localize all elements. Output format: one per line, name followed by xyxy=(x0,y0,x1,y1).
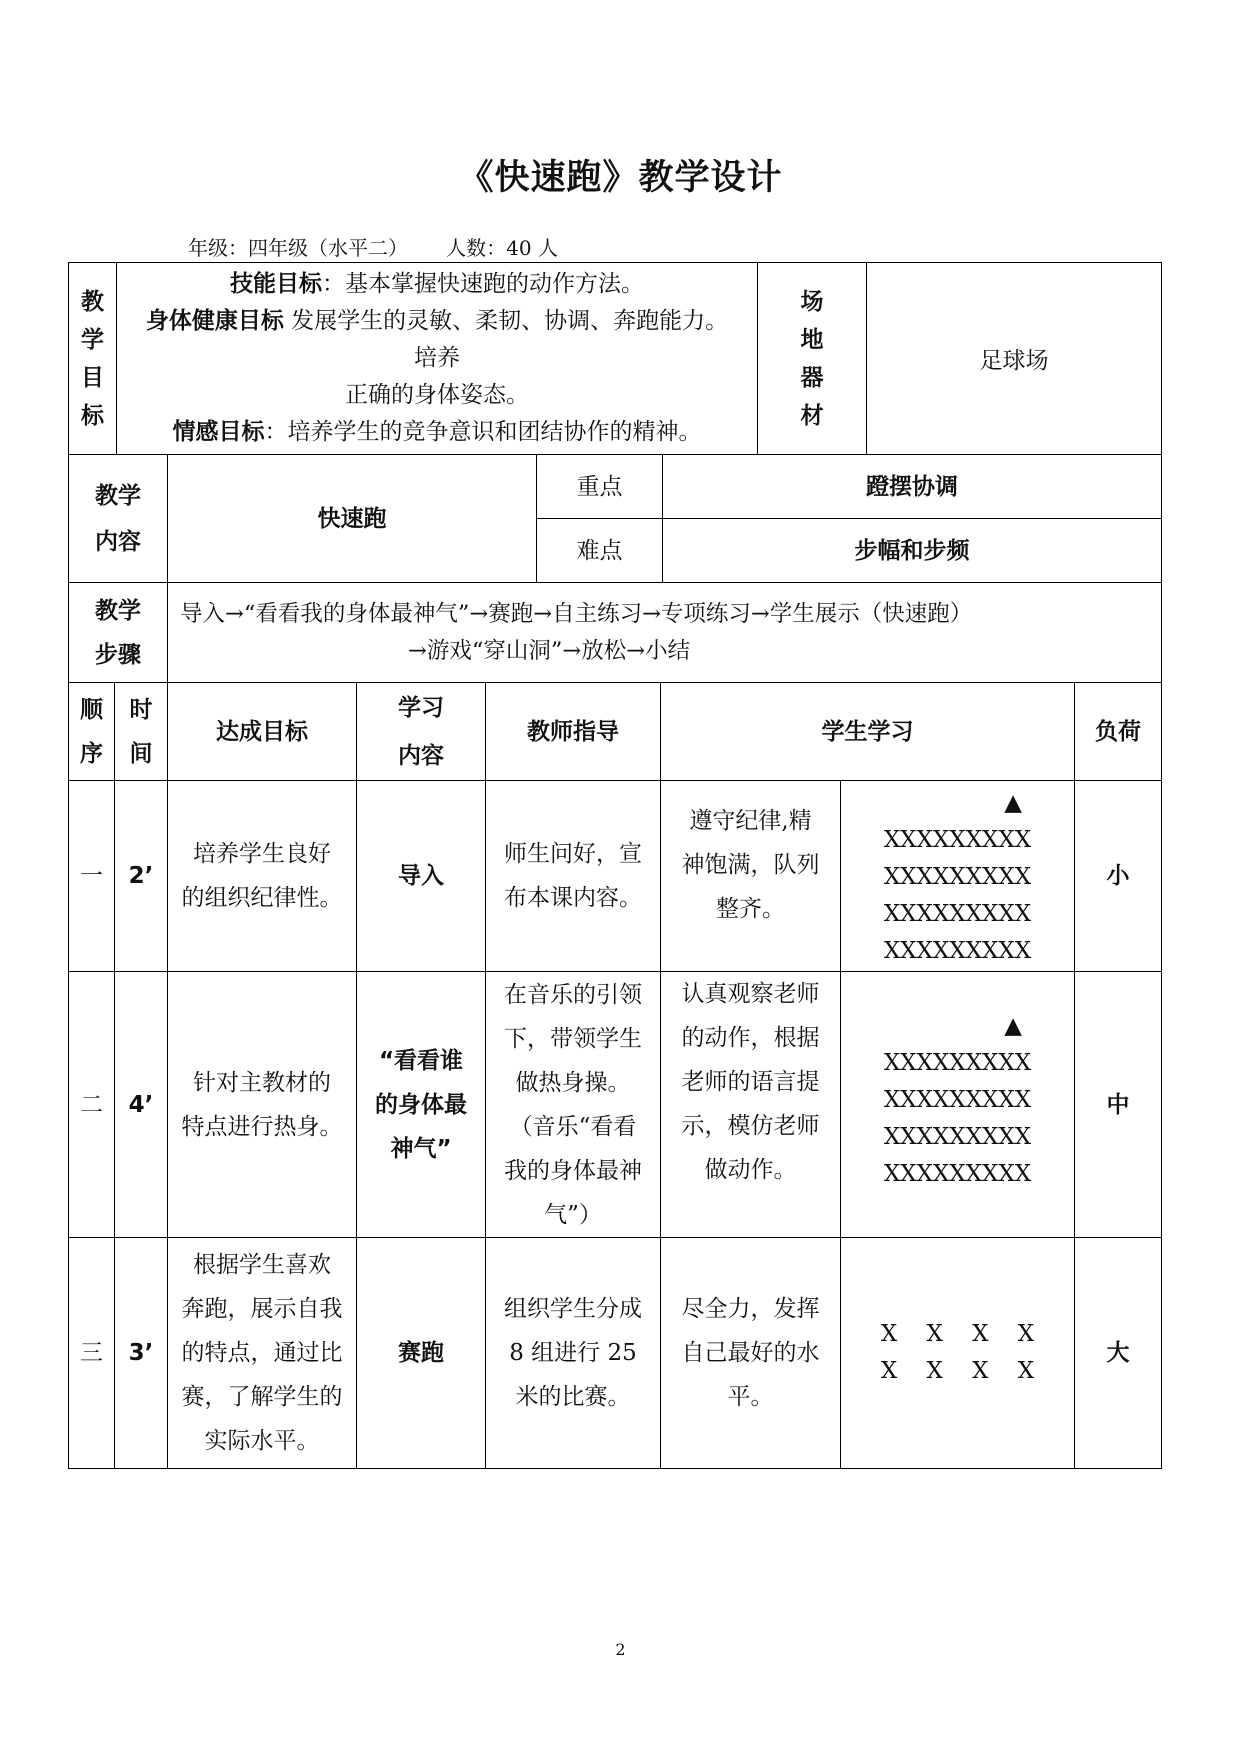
row-goal: 根据学生喜欢 奔跑，展示自我 的特点，通过比 赛，了解学生的 实际水平。 xyxy=(168,1238,357,1469)
steps-header: 教学 步骤 xyxy=(69,583,168,683)
row-order: 一 xyxy=(69,781,115,972)
row-formation: ▲ XXXXXXXXX XXXXXXXXX XXXXXXXXX XXXXXXXXX xyxy=(841,972,1075,1238)
difficulty-label: 难点 xyxy=(537,519,663,583)
emotion-goal-label: 情感目标 xyxy=(172,419,265,445)
process-table xyxy=(68,682,1162,1469)
steps-line-2: →游戏“穿山洞”→放松→小结 xyxy=(408,637,691,664)
row-load: 中 xyxy=(1075,972,1162,1238)
page-number: 2 xyxy=(615,1640,626,1659)
table-row xyxy=(69,781,1162,972)
venue-header: 场 地 器 材 xyxy=(758,263,867,455)
row-formation: ▲ XXXXXXXXX XXXXXXXXX XXXXXXXXX XXXXXXXXX xyxy=(841,781,1075,972)
col-load: 负荷 xyxy=(1075,683,1162,781)
teacher-marker-icon: ▲ xyxy=(1004,790,1022,816)
row-student: 认真观察老师 的动作，根据 老师的语言提 示，模仿老师 做动作。 xyxy=(661,972,841,1238)
health-goal-text-2: 培养 xyxy=(414,345,460,371)
content-value: 快速跑 xyxy=(168,455,537,583)
health-goal-text-3: 正确的身体姿态。 xyxy=(345,382,529,408)
row-time: 4’ xyxy=(115,972,168,1238)
class-info xyxy=(188,232,558,261)
table-row xyxy=(69,972,1162,1238)
difficulty-value: 步幅和步频 xyxy=(663,519,1162,583)
steps-line-1: 导入→“看看我的身体最神气”→赛跑→自主练习→专项练习→学生展示（快速跑） xyxy=(180,600,973,627)
row-teacher: 师生问好，宣 布本课内容。 xyxy=(486,781,661,972)
goals-table xyxy=(68,262,1162,455)
row-teacher: 组织学生分成 8 组进行 25 米的比赛。 xyxy=(486,1238,661,1469)
col-time: 时 间 xyxy=(115,683,168,781)
content-table xyxy=(68,454,1162,683)
skill-goal-label: 技能目标 xyxy=(230,271,322,297)
page-title: 《快速跑》教学设计 xyxy=(458,158,783,198)
grade-info: 年级：四年级（水平二） xyxy=(188,236,408,260)
row-content: 导入 xyxy=(357,781,486,972)
row-order: 二 xyxy=(69,972,115,1238)
student-count: 人数：40 人 xyxy=(446,236,558,260)
table-row xyxy=(69,1238,1162,1469)
row-order: 三 xyxy=(69,1238,115,1469)
col-content: 学习 内容 xyxy=(357,683,486,781)
row-load: 小 xyxy=(1075,781,1162,972)
col-goal: 达成目标 xyxy=(168,683,357,781)
health-goal-label: 身体健康目标 xyxy=(145,308,284,334)
row-student: 尽全力，发挥 自己最好的水 平。 xyxy=(661,1238,841,1469)
goals-body xyxy=(117,263,758,455)
health-goal-text: 发展学生的灵敏、柔韧、协调、奔跑能力。 xyxy=(283,308,729,334)
goals-header: 教 学 目 标 xyxy=(69,263,117,455)
venue-value: 足球场 xyxy=(867,263,1162,455)
row-goal: 培养学生良好 的组织纪律性。 xyxy=(168,781,357,972)
row-time: 2’ xyxy=(115,781,168,972)
skill-goal-text: ：基本掌握快速跑的动作方法。 xyxy=(322,271,644,297)
content-header: 教学 内容 xyxy=(69,455,168,583)
key-point-label: 重点 xyxy=(537,455,663,519)
emotion-goal-text: ：培养学生的竞争意识和团结协作的精神。 xyxy=(264,419,702,445)
row-content: “看看谁 的身体最 神气” xyxy=(357,972,486,1238)
steps-body xyxy=(168,583,1162,683)
row-load: 大 xyxy=(1075,1238,1162,1469)
col-teacher: 教师指导 xyxy=(486,683,661,781)
row-teacher: 在音乐的引领 下，带领学生 做热身操。 （音乐“看看 我的身体最神 气”） xyxy=(486,972,661,1238)
row-formation: X X X X X X X X xyxy=(841,1238,1075,1469)
col-order: 顺 序 xyxy=(69,683,115,781)
teacher-marker-icon: ▲ xyxy=(1004,1013,1022,1039)
col-student: 学生学习 xyxy=(661,683,1075,781)
row-goal: 针对主教材的 特点进行热身。 xyxy=(168,972,357,1238)
key-point-value: 蹬摆协调 xyxy=(663,455,1162,519)
row-time: 3’ xyxy=(115,1238,168,1469)
row-content: 赛跑 xyxy=(357,1238,486,1469)
row-student: 遵守纪律,精 神饱满，队列 整齐。 xyxy=(661,781,841,972)
